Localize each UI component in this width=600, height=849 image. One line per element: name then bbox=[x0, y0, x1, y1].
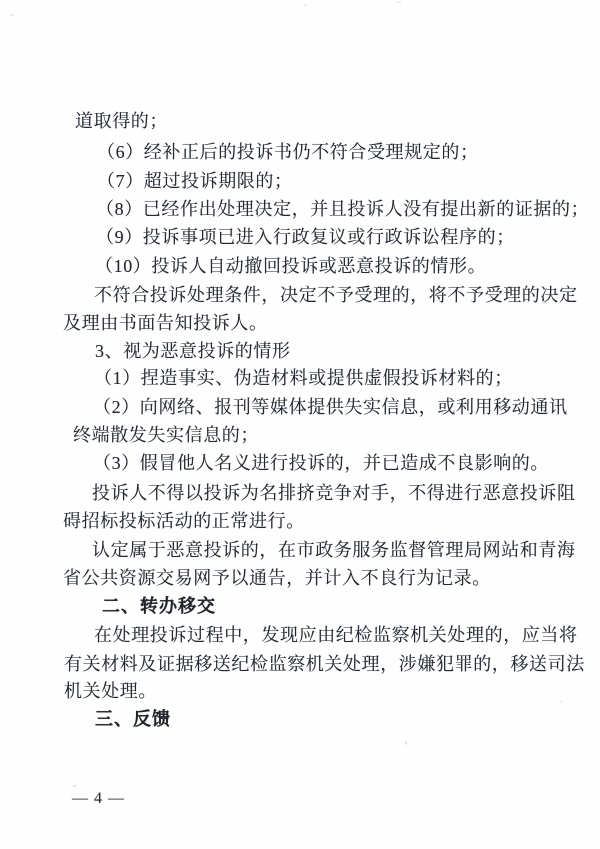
document-line: （10）投诉人自动撤回投诉或恶意投诉的情形。 bbox=[95, 256, 487, 276]
document-line: （2）向网络、报刊等媒体提供失实信息，或利用移动通讯 bbox=[93, 397, 568, 417]
document-line: 及理由书面告知投诉人。 bbox=[63, 313, 268, 333]
document-line: 认定属于恶意投诉的，在市政务服务监督管理局网站和青海 bbox=[92, 540, 576, 560]
document-line: （1）捏造事实、伪造材料或提供虚假投诉材料的； bbox=[94, 368, 513, 388]
section-heading: 二、转办移交 bbox=[102, 596, 216, 616]
document-line: 3、视为恶意投诉的情形 bbox=[95, 341, 291, 361]
scan-speck bbox=[405, 741, 407, 745]
document-line: 有关材料及证据移送纪检监察机关处理，涉嫌犯罪的，移送司法 bbox=[64, 654, 585, 674]
scan-speck bbox=[73, 785, 76, 787]
document-line: （6）经补正后的投诉书仍不符合受理规定的； bbox=[97, 142, 479, 162]
scan-speck bbox=[10, 14, 14, 16]
document-line: 投诉人不得以投诉为名排挤竞争对手，不得进行恶意投诉阻 bbox=[92, 483, 576, 503]
page-number: — 4 — bbox=[72, 790, 125, 807]
document-line: 终端散发失实信息的； bbox=[73, 425, 259, 445]
document-line: （8）已经作出处理决定，并且投诉人没有提出新的证据的； bbox=[96, 199, 590, 219]
document-line: 不符合投诉处理条件，决定不予受理的，将不予受理的决定 bbox=[94, 285, 578, 305]
document-line: 省公共资源交易网予以通告，并计入不良行为记录。 bbox=[63, 568, 491, 588]
document-line: 机关处理。 bbox=[64, 681, 157, 701]
document-line: 在处理投诉过程中，发现应由纪检监察机关处理的，应当将 bbox=[94, 625, 578, 645]
scan-speck bbox=[304, 4, 307, 6]
scan-speck bbox=[560, 700, 562, 703]
document-line: （7）超过投诉期限的； bbox=[97, 171, 293, 191]
document-line: 碍招标投标活动的正常进行。 bbox=[63, 511, 305, 531]
document-line: 道取得的； bbox=[75, 111, 168, 131]
document-line: （3）假冒他人名义进行投诉的，并已造成不良影响的。 bbox=[93, 453, 549, 473]
section-heading: 三、反馈 bbox=[95, 709, 171, 729]
scan-speck bbox=[396, 1, 402, 3]
document-line: （9）投诉事项已进入行政复议或行政诉讼程序的； bbox=[96, 227, 515, 247]
